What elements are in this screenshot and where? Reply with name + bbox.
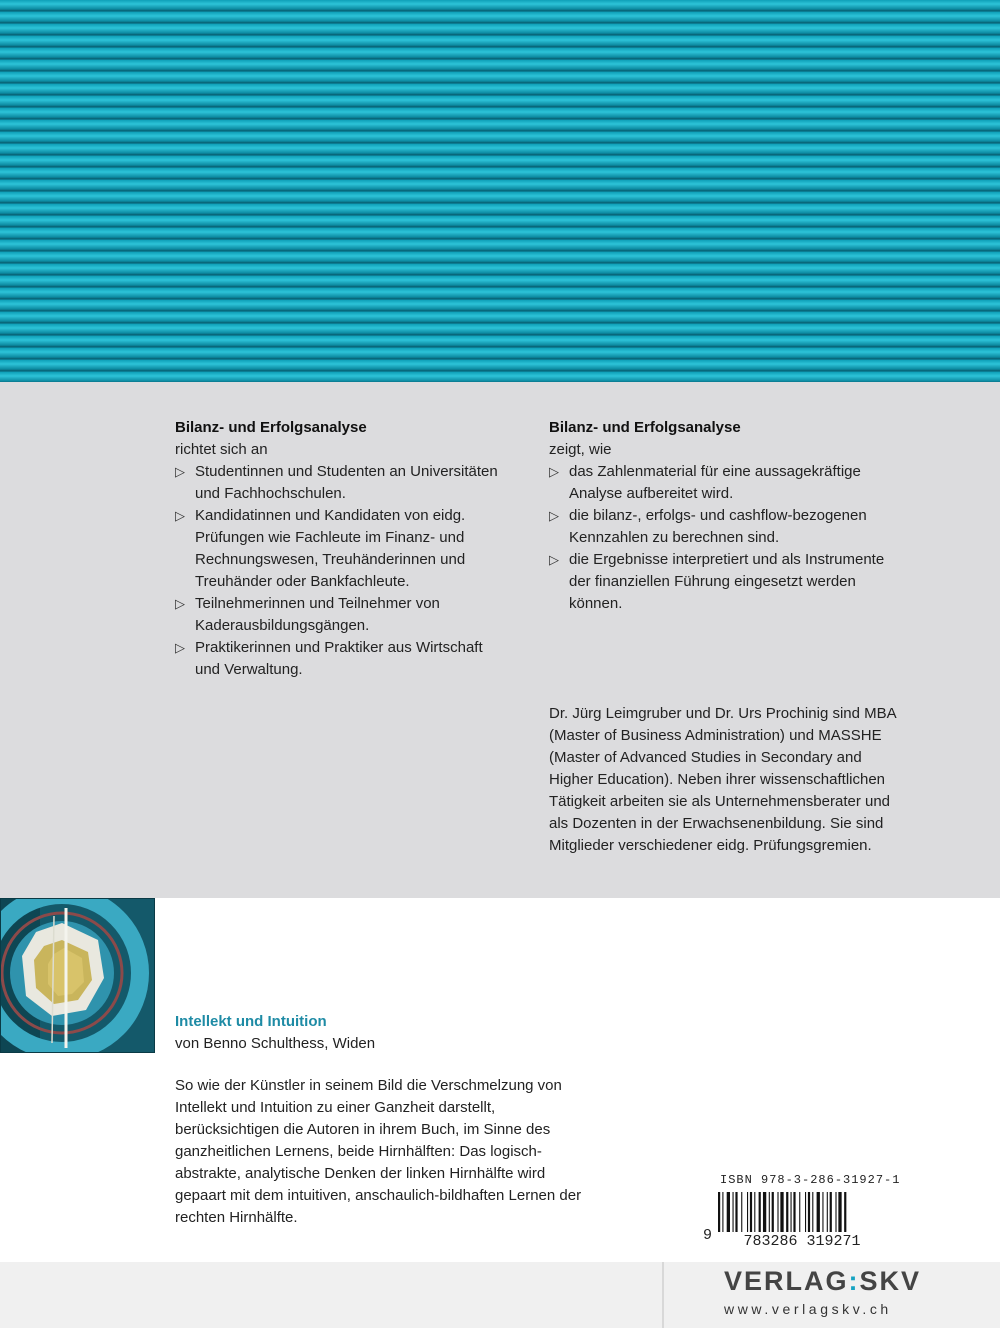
artwork-title: Intellekt und Intuition xyxy=(175,1013,327,1030)
content-column xyxy=(549,417,889,615)
striped-cover-band xyxy=(0,0,1000,382)
content-title: Bilanz- und Erfolgsanalyse xyxy=(549,419,741,436)
audience-column xyxy=(175,417,505,681)
audience-list xyxy=(175,461,505,681)
triangle-bullet-icon: ▷ xyxy=(549,508,559,523)
footer-divider xyxy=(662,1262,664,1328)
list-item: ▷ Kandidatinnen und Kandidaten von eidg. Prüfungen wie Fachleute im Finanz- und Rechnungswesen, Treuhänderinnen und Treuhänder oder Bankfachleute. xyxy=(175,507,466,590)
artwork-description: So wie der Künstler in seinem Bild die Verschmelzung von Intellekt und Intuition zu einer Ganzheit darstellt, berücksichtigen die Autoren in ihrem Buch, im Sinne des ganzheitlichen Lernens, beide Hirnhälften: Das logisch-abstrakte, analytische Denken der linken Hirnhälfte wird gepaart mit dem intuitiven, anschaulich-bildhaften Lernen der rechten Hirnhälfte. xyxy=(175,1077,582,1226)
triangle-bullet-icon: ▷ xyxy=(549,552,559,567)
audience-title: Bilanz- und Erfolgsanalyse xyxy=(175,419,367,436)
barcode-image xyxy=(718,1192,886,1250)
list-item: ▷ Studentinnen und Studenten an Universitäten und Fachhochschulen. xyxy=(175,463,498,502)
artwork-byline: von Benno Schulthess, Widen xyxy=(175,1035,376,1052)
list-item: ▷ Teilnehmerinnen und Teilnehmer von Kaderausbildungsgängen. xyxy=(175,595,440,634)
isbn-label: ISBN 978-3-286-31927-1 xyxy=(720,1173,901,1187)
triangle-bullet-icon: ▷ xyxy=(175,640,185,655)
list-item: ▷ das Zahlenmaterial für eine aussagekräftige Analyse aufbereitet wird. xyxy=(549,463,861,502)
artwork-image xyxy=(0,898,155,1053)
authors-bio: Dr. Jürg Leimgruber und Dr. Urs Prochinig sind MBA (Master of Business Administration) und MASSHE (Master of Advanced Studies in Secondary and Higher Education). Neben ihrer wissenschaftlichen Tätigkeit arbeiten sie als Unternehmensberater und als Dozenten in der Erwachsenenbildung. Sie sind Mitglieder verschiedener eidg. Prüfungsgremien. xyxy=(549,705,896,854)
list-item: ▷ die bilanz-, erfolgs- und cashflow-bezogenen Kennzahlen zu berechnen sind. xyxy=(549,507,867,546)
publisher-logo: VERLAG:SKV xyxy=(724,1266,922,1296)
barcode-first-digit: 9 xyxy=(703,1227,713,1244)
barcode-digits: 783286 319271 xyxy=(743,1233,861,1250)
audience-subtitle: richtet sich an xyxy=(175,441,268,458)
content-list xyxy=(549,461,889,615)
publisher-website: www.verlagskv.ch xyxy=(724,1301,892,1317)
triangle-bullet-icon: ▷ xyxy=(175,596,185,611)
list-item: ▷ die Ergebnisse interpretiert und als Instrumente der finanziellen Führung eingesetzt werden können. xyxy=(549,551,885,612)
list-item: ▷ Praktikerinnen und Praktiker aus Wirtschaft und Verwaltung. xyxy=(175,639,483,678)
triangle-bullet-icon: ▷ xyxy=(175,464,185,479)
content-subtitle: zeigt, wie xyxy=(549,441,612,458)
triangle-bullet-icon: ▷ xyxy=(175,508,185,523)
triangle-bullet-icon: ▷ xyxy=(549,464,559,479)
